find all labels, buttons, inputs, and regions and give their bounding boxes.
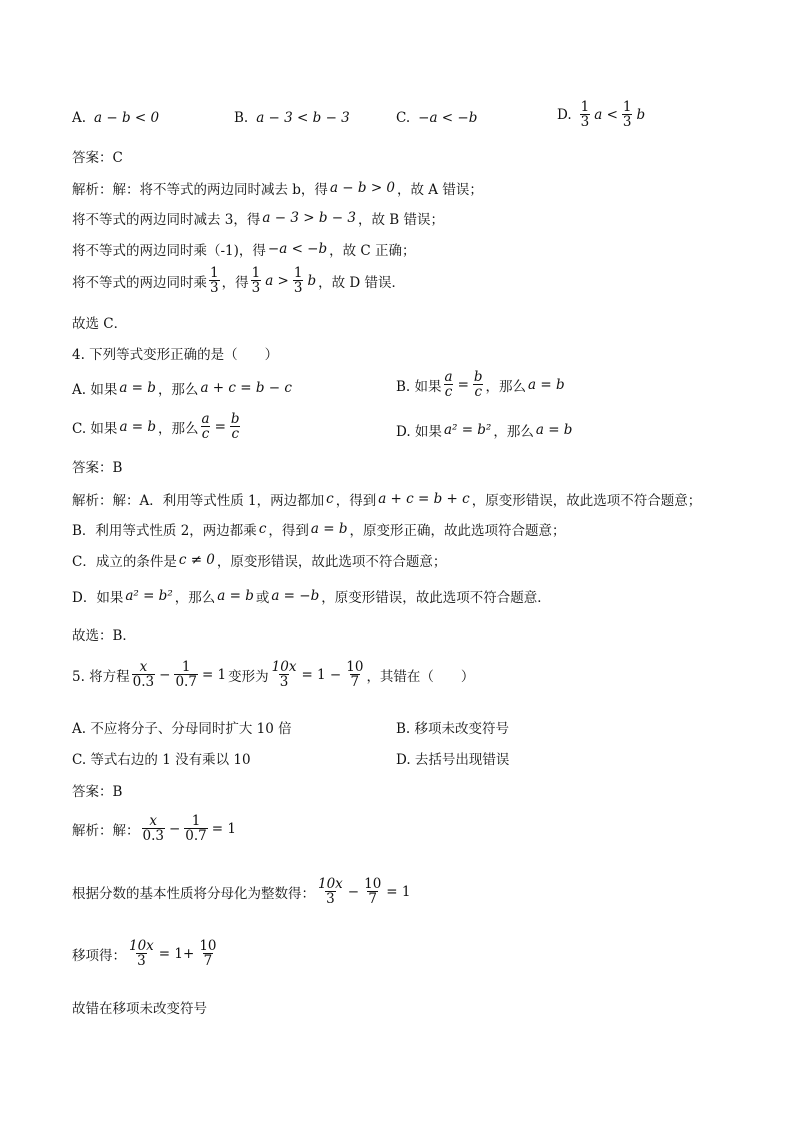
q3-option-a [72, 110, 161, 126]
q4-option-d [396, 420, 574, 440]
fraction [580, 100, 591, 129]
q3-answer: 答案：C [72, 150, 123, 166]
text: ，得 [221, 274, 249, 291]
fraction [317, 877, 344, 906]
fraction [142, 814, 165, 843]
denominator: 3 [580, 114, 590, 131]
denominator: 3 [293, 280, 303, 297]
fraction [184, 814, 207, 843]
q4-option-c [72, 412, 243, 441]
q5-analysis [72, 814, 238, 843]
q4-analysis-d [72, 586, 551, 606]
numerator: 10x [129, 938, 154, 954]
text: ，原变形错误，故此选项不符合题意； [216, 554, 447, 570]
fraction [473, 370, 484, 399]
text: 解析：解：A．利用等式性质 1，两边都加 [72, 493, 325, 509]
text: ，那么 [158, 420, 199, 437]
text: ，那么 [157, 382, 199, 398]
text: B. 如果 [396, 378, 442, 395]
text: ，得到 [268, 523, 309, 539]
math-expression: a > [265, 272, 289, 289]
option-label: C. [396, 110, 411, 126]
math-expression: b [307, 272, 317, 289]
minus-sign: − [168, 820, 181, 837]
fraction [345, 660, 364, 689]
q4-conclusion: 故选：B． [72, 628, 136, 644]
numerator: 10x [318, 876, 343, 892]
q5-option-c: C. 等式右边的 1 没有乘以 10 [72, 752, 251, 768]
fraction [271, 660, 298, 689]
math-expression: a < [594, 106, 618, 123]
denominator: 0.3 [142, 828, 164, 845]
math-expression: −a < −b [267, 241, 328, 257]
numerator: x [139, 659, 148, 675]
text: 或 [255, 590, 270, 606]
text: ，那么 [485, 378, 527, 395]
text: C．成立的条件是 [72, 554, 177, 570]
minus-sign: − [347, 883, 360, 900]
q5-option-a: A. 不应将分子、分母同时扩大 10 倍 [72, 721, 292, 737]
equals-sign: = [214, 418, 226, 435]
q4-stem: 4. 下列等式变形正确的是（ ） [72, 347, 279, 363]
q4-option-a [72, 378, 294, 398]
denominator: c [444, 384, 453, 401]
math-expression: a − 3 < b − 3 [256, 110, 350, 126]
denominator: 3 [622, 114, 632, 131]
math-expression: a = b [528, 376, 565, 393]
q4-analysis-b [72, 519, 565, 539]
denominator: 3 [279, 674, 289, 691]
fraction [201, 412, 211, 441]
math-expression: a − b > 0 [329, 180, 396, 196]
numerator: 1 [251, 265, 261, 281]
q3-analysis-line-3 [72, 239, 416, 259]
numerator: b [230, 411, 240, 427]
math-expression: = 1 [386, 883, 411, 900]
denominator: 3 [210, 280, 219, 297]
numerator: x [149, 813, 158, 829]
text: C. 如果 [72, 420, 118, 437]
fraction [174, 660, 197, 689]
numerator: 1 [580, 99, 590, 115]
denominator: 7 [368, 891, 377, 908]
denominator: 3 [251, 280, 261, 297]
math-expression: = 1 − [301, 666, 342, 683]
numerator: 10 [364, 876, 382, 892]
math-expression: −a < −b [418, 110, 478, 126]
denominator: 0.7 [185, 828, 207, 845]
denominator: 3 [326, 891, 335, 908]
text: ，其错在（ ） [366, 668, 475, 685]
option-label: D. [557, 106, 572, 123]
math-expression: a² = b² [125, 588, 173, 604]
math-expression: a + c = b − c [200, 380, 292, 396]
text: ，故 C 正确； [329, 243, 416, 259]
denominator: c [201, 426, 210, 443]
math-expression: a² = b² [443, 422, 492, 438]
text: 移项得： [72, 947, 126, 964]
text: 变形为 [228, 668, 269, 685]
text: 将不等式的两边同时减去 3，得 [72, 212, 261, 228]
text: ，原变形正确，故此选项符合题意； [349, 523, 566, 539]
fraction [444, 370, 454, 399]
text: ，故 B 错误； [357, 212, 444, 228]
q4-answer: 答案：B [72, 460, 123, 476]
numerator: 1 [293, 265, 303, 281]
fraction [128, 939, 155, 968]
text: 根据分数的基本性质将分母化为整数得： [72, 885, 315, 902]
text: ，得到 [335, 493, 377, 509]
q4-option-b [396, 370, 567, 399]
fraction [132, 660, 155, 689]
numerator: b [473, 369, 483, 385]
text: ，原变形错误，故此选项不符合题意； [471, 493, 702, 509]
fraction [293, 266, 304, 295]
math-expression: = 1 [201, 666, 227, 683]
q3-option-d [557, 100, 647, 129]
text: 解析：解： [72, 822, 140, 839]
text: ，那么 [174, 590, 216, 606]
option-label: B. [234, 110, 249, 126]
text: D. 如果 [396, 424, 442, 440]
math-expression: c [258, 521, 267, 537]
numerator: 10 [199, 938, 217, 954]
q5-conclusion: 故错在移项未改变符号 [72, 1001, 207, 1017]
denominator: 3 [137, 953, 146, 970]
option-label: A. [72, 110, 87, 126]
math-expression: c [326, 491, 334, 507]
denominator: c [474, 384, 482, 401]
text: 5. 将方程 [72, 668, 130, 685]
q5-step-2 [72, 939, 220, 968]
q5-step-1 [72, 877, 413, 906]
denominator: 0.7 [175, 674, 197, 691]
numerator: 1 [210, 265, 219, 281]
math-expression: b [636, 106, 646, 123]
fraction [363, 877, 382, 906]
fraction [622, 100, 633, 129]
text: ，故 D 错误． [318, 274, 405, 291]
math-expression: a = b [119, 380, 156, 396]
q3-conclusion: 故选 C． [72, 316, 128, 332]
text: 将不等式的两边同时乘（-1)，得 [72, 243, 266, 259]
q3-analysis-line-1 [72, 178, 483, 198]
math-expression: a = b [217, 588, 254, 604]
fraction [198, 939, 217, 968]
denominator: 0.3 [132, 674, 155, 691]
q3-analysis-line-2 [72, 208, 444, 228]
text: ，原变形错误，故此选项不符合题意． [321, 590, 551, 606]
text: ，那么 [493, 424, 534, 440]
q4-analysis-c [72, 550, 446, 570]
math-expression: = 1+ [158, 945, 195, 962]
math-expression: = 1 [211, 820, 236, 837]
numerator: 1 [191, 813, 201, 829]
text: B．利用等式性质 2，两边都乘 [72, 523, 257, 539]
q5-option-b: B. 移项未改变符号 [396, 721, 510, 737]
numerator: a [444, 369, 453, 385]
numerator: 10x [271, 659, 297, 675]
equals-sign: = [457, 376, 469, 393]
fraction [230, 412, 241, 441]
q3-analysis-line-4 [72, 266, 405, 295]
math-expression: a = b [310, 521, 348, 537]
math-expression: a − 3 > b − 3 [262, 210, 356, 226]
numerator: a [201, 411, 210, 427]
text: 解析：解：将不等式的两边同时减去 b，得 [72, 182, 328, 198]
math-expression: a = −b [271, 588, 320, 604]
q5-stem [72, 660, 474, 689]
q5-answer: 答案：B [72, 784, 123, 800]
math-expression: a = b [535, 422, 573, 438]
numerator: 1 [622, 99, 632, 115]
text: D．如果 [72, 590, 124, 606]
text: 将不等式的两边同时乘 [72, 274, 207, 291]
text: A. 如果 [72, 382, 118, 398]
fraction [209, 266, 220, 295]
math-expression: a − b < 0 [94, 110, 160, 126]
text: ，故 A 错误； [397, 182, 483, 198]
math-expression: a + c = b + c [378, 491, 470, 507]
minus-sign: − [159, 666, 171, 683]
denominator: c [231, 426, 240, 443]
math-expression: a = b [119, 418, 157, 435]
math-expression: c ≠ 0 [178, 552, 215, 568]
q3-option-c [396, 110, 479, 126]
numerator: 1 [181, 659, 191, 675]
q4-analysis-a [72, 489, 701, 509]
q5-option-d: D. 去括号出现错误 [396, 752, 510, 768]
denominator: 7 [203, 953, 213, 970]
numerator: 10 [346, 659, 364, 675]
denominator: 7 [350, 674, 360, 691]
fraction [251, 266, 262, 295]
q3-option-b [234, 110, 352, 126]
